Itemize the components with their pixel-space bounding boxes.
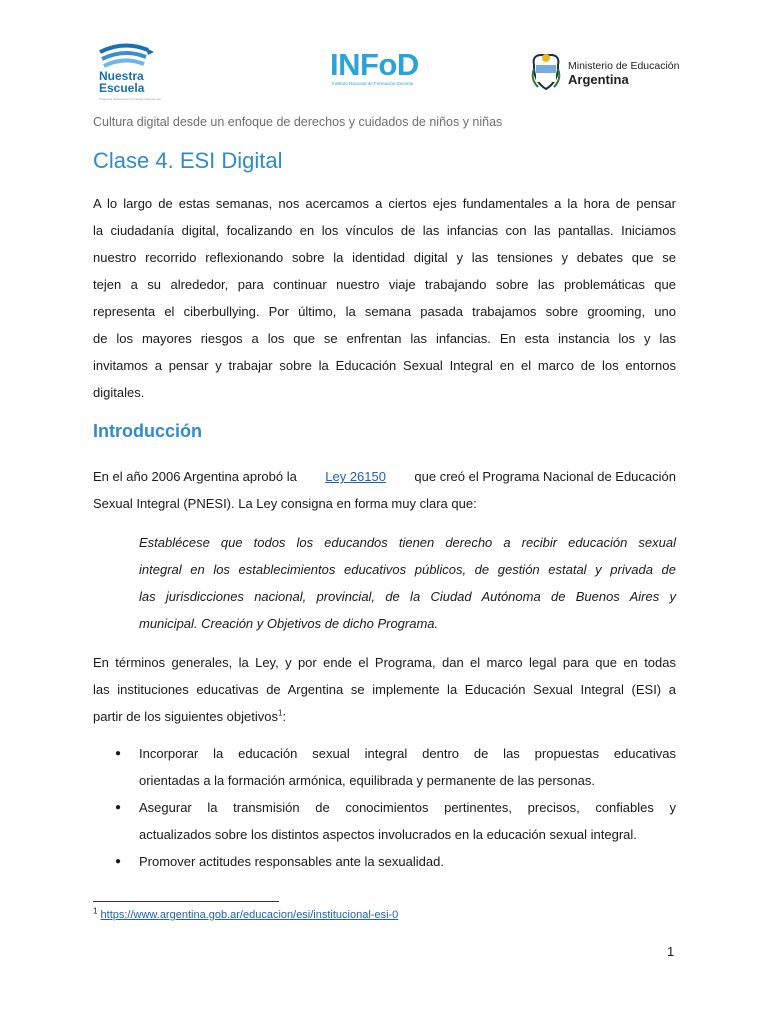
course-title: Cultura digital desde un enfoque de derechos y cuidados de niños y niñas: [93, 115, 503, 129]
list-item: [93, 740, 676, 794]
footnote-ref[interactable]: 1: [278, 708, 283, 718]
bullet-icon: ●: [115, 802, 122, 813]
infod-logo: [330, 48, 440, 88]
bullet-line: actualizados sobre los distintos aspectos involucrados en la educación sexual integral.: [139, 827, 637, 842]
law-paragraph: [93, 463, 676, 517]
footnote-divider: [93, 901, 279, 902]
intro-line: digitales.: [93, 385, 145, 400]
quote-line: municipal. Creación y Objetivos de dicho Programa.: [139, 616, 439, 631]
bullet-icon: ●: [115, 856, 122, 867]
objectives-line3: [93, 703, 676, 730]
ministerio-logo: [530, 51, 680, 95]
intro-line: A lo largo de estas semanas, nos acercamos a ciertos ejes fundamentales a la hora de pensar: [93, 196, 676, 211]
quote-line: Establécese que todos los educandos tienen derecho a recibir educación sexual: [139, 535, 676, 550]
objectives-line3-end: :: [282, 709, 287, 724]
bullet-line: Incorporar la educación sexual integral dentro de las propuestas educativas: [139, 746, 676, 761]
list-item: [93, 848, 676, 875]
class-title: Clase 4. ESI Digital: [93, 148, 283, 173]
objectives-list: [93, 740, 676, 875]
quote-line: integral en los establecimientos educativos públicos, de gestión estatal y privada de: [139, 562, 676, 577]
bullet-icon: ●: [115, 748, 122, 759]
bullet-line: Asegurar la transmisión de conocimientos pertinentes, precisos, confiables y: [139, 800, 676, 815]
law-line1: [93, 463, 676, 490]
nuestra-escuela-arcs-icon: [96, 42, 156, 70]
ministerio-line1: Ministerio de Educación: [568, 60, 680, 72]
infod-title: INFoD: [330, 47, 419, 82]
ministerio-line2: Argentina: [568, 72, 629, 87]
law-line2: Sexual Integral (PNESI). La Ley consigna en forma muy clara que:: [93, 496, 477, 511]
nuestra-escuela-logo: [96, 42, 166, 106]
law-text-after: que creó el Programa Nacional de Educación: [414, 469, 676, 484]
intro-line: representa el ciberbullying. Por último, la semana pasada trabajamos sobre grooming, uno: [93, 304, 676, 319]
intro-line: tejen a su alrededor, para continuar nuestro viaje trabajando sobre las problemáticas que: [93, 277, 676, 292]
logo-left-line1: Nuestra: [99, 69, 144, 83]
footnote: [93, 906, 399, 921]
list-item: [93, 794, 676, 848]
law-text-before: En el año 2006 Argentina aprobó la: [93, 469, 297, 484]
law-quote: [139, 529, 676, 637]
objectives-line: En términos generales, la Ley, y por ende el Programa, dan el marco legal para que en todas: [93, 655, 676, 670]
section-title: Introducción: [93, 421, 202, 441]
argentina-coat-of-arms-icon: [530, 51, 562, 95]
intro-line: de los mayores riesgos a los que se enfrentan las infancias. En esta instancia los y las: [93, 331, 676, 346]
page-number: 1: [667, 944, 675, 959]
footnote-number: 1: [93, 906, 98, 916]
intro-line: nuestro recorrido reflexionando sobre la identidad digital y las tensiones y debates que se: [93, 250, 676, 265]
logo-left-line2: Escuela: [99, 81, 145, 95]
intro-paragraph: [93, 190, 676, 406]
objectives-line: las instituciones educativas de Argentina se implemente la Educación Sexual Integral (ESI) a: [93, 682, 676, 697]
intro-line: invitamos a pensar y trabajar sobre la Educación Sexual Integral en el marco de los entornos: [93, 358, 676, 373]
objectives-line3-text: partir de los siguientes objetivos: [93, 709, 278, 724]
footnote-link[interactable]: https://www.argentina.gob.ar/educacion/esi/institucional-esi-0: [100, 909, 399, 921]
quote-line: las jurisdicciones nacional, provincial, de la Ciudad Autónoma de Buenos Aires y: [139, 589, 676, 604]
ley-26150-link[interactable]: Ley 26150: [325, 469, 386, 484]
bullet-line: Promover actitudes responsables ante la sexualidad.: [139, 854, 444, 869]
intro-line: la ciudadanía digital, focalizando en los vínculos de las infancias con las pantallas. Iniciamos: [93, 223, 676, 238]
bullet-line: orientadas a la formación armónica, equilibrada y permanente de las personas.: [139, 773, 595, 788]
objectives-paragraph: [93, 649, 676, 730]
infod-subtitle: Instituto Nacional de Formación Docente: [332, 81, 414, 86]
logo-left-tagline: Programa Nacional de Formación Permanente: [99, 97, 162, 101]
